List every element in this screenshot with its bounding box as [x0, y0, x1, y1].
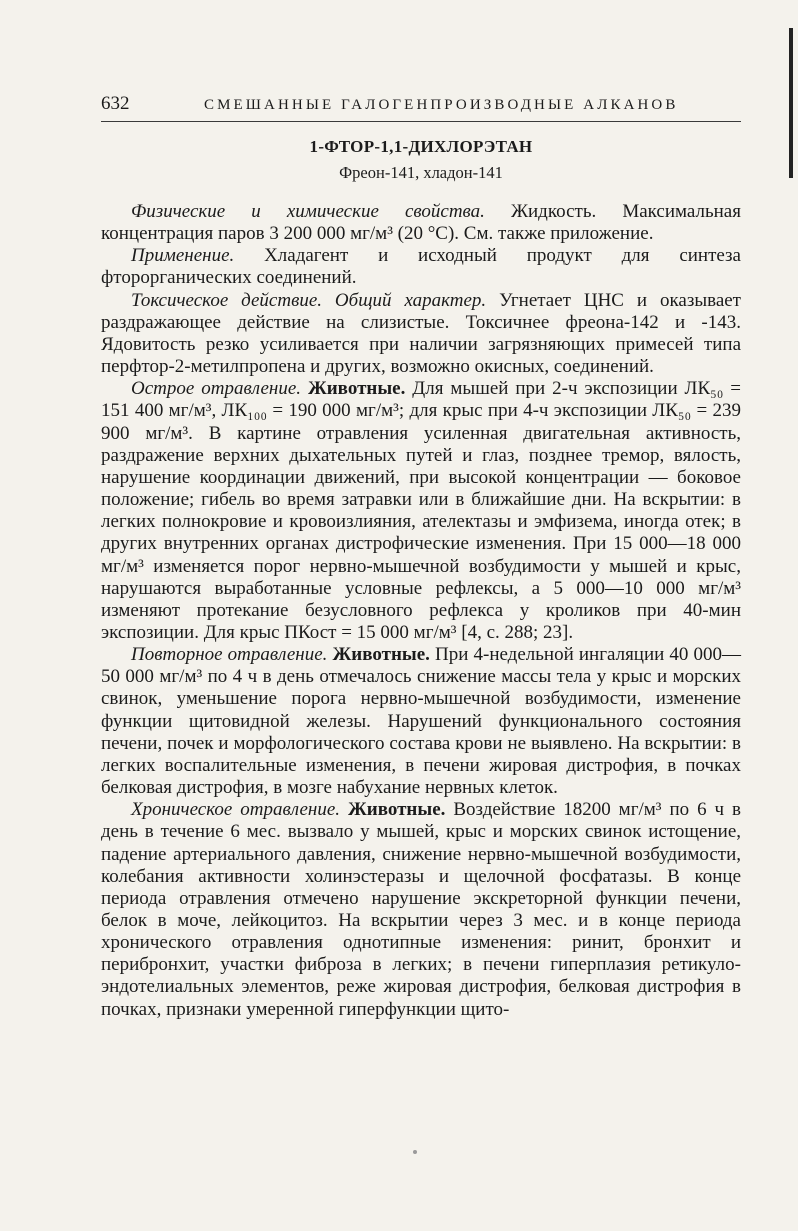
- animals-label: Животные.: [332, 644, 430, 666]
- paragraph-text: Воздействие 18200 мг/м³ по 6 ч в день в течение 6 мес. вызвало у мышей, крыс и морских свинок истощение, падение артериального давления, снижение нервно-мышечной возбудимости, колебания активности холинэстеразы и щелочной фосфатазы. В конце периода отравления отмечено нарушение экскреторной функции печени, белок в моче, лейкоцитоз. На вскрытии через 3 мес. и в конце периода хронического отравления однотипные изменения: ринит, бронхит и перибронхит, участки фиброза в легких; в печени гиперплазия ретикуло-эндотелиальных элементов, реже жировая дистрофия, белковая дистрофия в почках, признаки умеренной гиперфункции щито-: [101, 799, 741, 1020]
- header-rule: [101, 121, 741, 122]
- animals-label: Животные.: [307, 378, 406, 400]
- substance-synonyms: Фреон-141, хладон-141: [339, 163, 503, 182]
- substance-title: 1-ФТОР-1,1-ДИХЛОРЭТАН: [309, 137, 533, 156]
- paragraph-text: Угнетает ЦНС и оказывает раздражающее действие на слизистые. Токсичнее фреона-142 и -143. Ядовитость резко усиливается при наличии загрязняющих примесей типа перфтор-2-метилпропена и других, возможно окисных, соединений.: [101, 289, 741, 378]
- page-header: [101, 93, 746, 115]
- paragraph-application: [101, 245, 741, 289]
- page-edge-line: [789, 28, 793, 178]
- paragraph-text: Для мышей при 2-ч экспозиции ЛК₅₀ = 151 400 мг/м³, ЛК₁₀₀ = 190 000 мг/м³; для крыс при 4-ч экспозиции ЛК₅₀ = 239 900 мг/м³. В картине отравления усиленная двигательная активность, раздражение верхних дыхательных путей и глаз, позднее тремор, вялость, нарушение координации движений, при высокой концентрации — боковое положение; гибель во время затравки или в ближайшие дни. На вскрытии: в легких полнокровие и кровоизлияния, ателектазы и эмфизема, иногда отек; в других внутренних органах дистрофические изменения. При 15 000—18 000 мг/м³ изменяется порог нервно-мышечной возбудимости у мышей и крыс, нарушаются выработанные условные рефлексы, а 5 000—10 000 мг/м³ изменяют протекание безусловного рефлекса у кроликов при 40-мин экспозиции. Для крыс ПКост = 15 000 мг/м³ [4, с. 288; 23].: [101, 378, 742, 643]
- paragraph-chronic: [101, 799, 741, 1021]
- section-heading: Повторное отравление.: [131, 644, 328, 666]
- paragraph-acute: [101, 378, 741, 644]
- paragraph-text: При 4-недельной ингаляции 40 000—50 000 мг/м³ по 4 ч в день отмечалось снижение массы тела у крыс и морских свинок, уменьшение порога нервно-мышечной возбудимости, изменение функции щитовидной железы. Нарушений функционального состояния печени, почек и морфологического состава крови не выявлено. На вскрытии: в легких воспалительные изменения, в печени жировая дистрофия, в почках белковая дистрофия, в мозге набухание нервных клеток.: [101, 644, 741, 799]
- section-heading: Острое отравление.: [131, 378, 302, 400]
- section-heading: Применение.: [131, 245, 235, 267]
- section-heading: Токсическое действие. Общий характер.: [131, 289, 487, 311]
- section-heading: Хроническое отравление.: [131, 799, 341, 821]
- paragraph-repeated: [101, 644, 741, 799]
- paragraph-toxic: [101, 290, 741, 379]
- animals-label: Животные.: [347, 799, 446, 821]
- section-heading: Физические и химические свойства.: [131, 201, 485, 222]
- paragraph-physchem: [101, 201, 741, 245]
- print-speck: [413, 1150, 417, 1154]
- paragraph-text: Хладагент и исходный продукт для синтеза фторорганических соединений.: [101, 245, 741, 289]
- page-number: 632: [101, 93, 130, 114]
- paragraph-text: Жидкость. Максимальная концентрация паров 3 200 000 мг/м³ (20 °С). См. также приложение.: [101, 201, 741, 245]
- running-head: СМЕШАННЫЕ ГАЛОГЕНПРОИЗВОДНЫЕ АЛКАНОВ: [204, 97, 679, 113]
- article-body: [101, 201, 741, 1021]
